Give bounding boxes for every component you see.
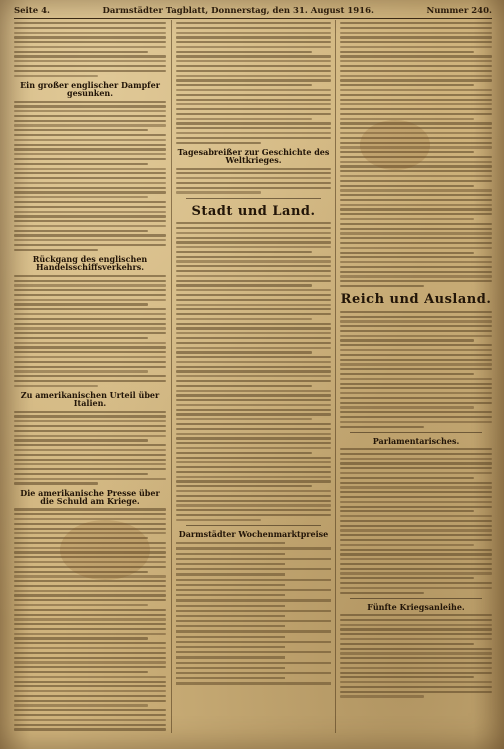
headline: Parlamentarisches.	[372, 435, 460, 446]
column-1	[14, 22, 166, 733]
article-body	[14, 22, 166, 77]
headline: Tagesabreißer zur Geschichte des Weltkrieges.	[177, 146, 330, 166]
divider	[186, 525, 321, 526]
issue-number: Nummer 240.	[426, 6, 492, 16]
column-divider	[335, 20, 336, 733]
page-header	[14, 4, 492, 19]
section-title: Stadt und Land.	[191, 203, 316, 219]
article-body	[340, 448, 492, 594]
article-body	[340, 22, 492, 287]
column-3	[340, 22, 492, 733]
price-table	[176, 542, 331, 684]
headline: Die amerikanische Presse über die Schuld am Kriege.	[20, 487, 160, 506]
article-body	[14, 101, 166, 251]
headline: Darmstädter Wochenmarktpreise	[178, 528, 329, 539]
article-body	[176, 22, 331, 144]
divider	[350, 432, 482, 433]
article-body	[14, 508, 166, 733]
masthead-dateline: Darmstädter Tagblatt, Donnerstag, den 31. August 1916.	[102, 6, 374, 16]
headline: Rückgang des englischen Handelsschiffsverkehrs.	[32, 253, 148, 273]
page-number: Seite 4.	[14, 6, 50, 16]
headline: Ein großer englischer Dampfer gesunken.	[20, 79, 160, 99]
article-body	[14, 275, 166, 387]
section-title: Reich und Ausland.	[340, 292, 492, 308]
article-body	[176, 222, 331, 521]
column-2	[176, 22, 331, 733]
headline: Zu amerikanischen Urteil über Italien.	[20, 389, 160, 409]
article-body	[14, 411, 166, 485]
article-body	[340, 614, 492, 697]
headline: Fünfte Kriegsanleihe.	[367, 601, 465, 612]
divider	[350, 598, 482, 599]
column-divider	[171, 20, 172, 733]
article-body	[340, 311, 492, 428]
article-body	[176, 168, 331, 194]
divider	[186, 198, 321, 199]
